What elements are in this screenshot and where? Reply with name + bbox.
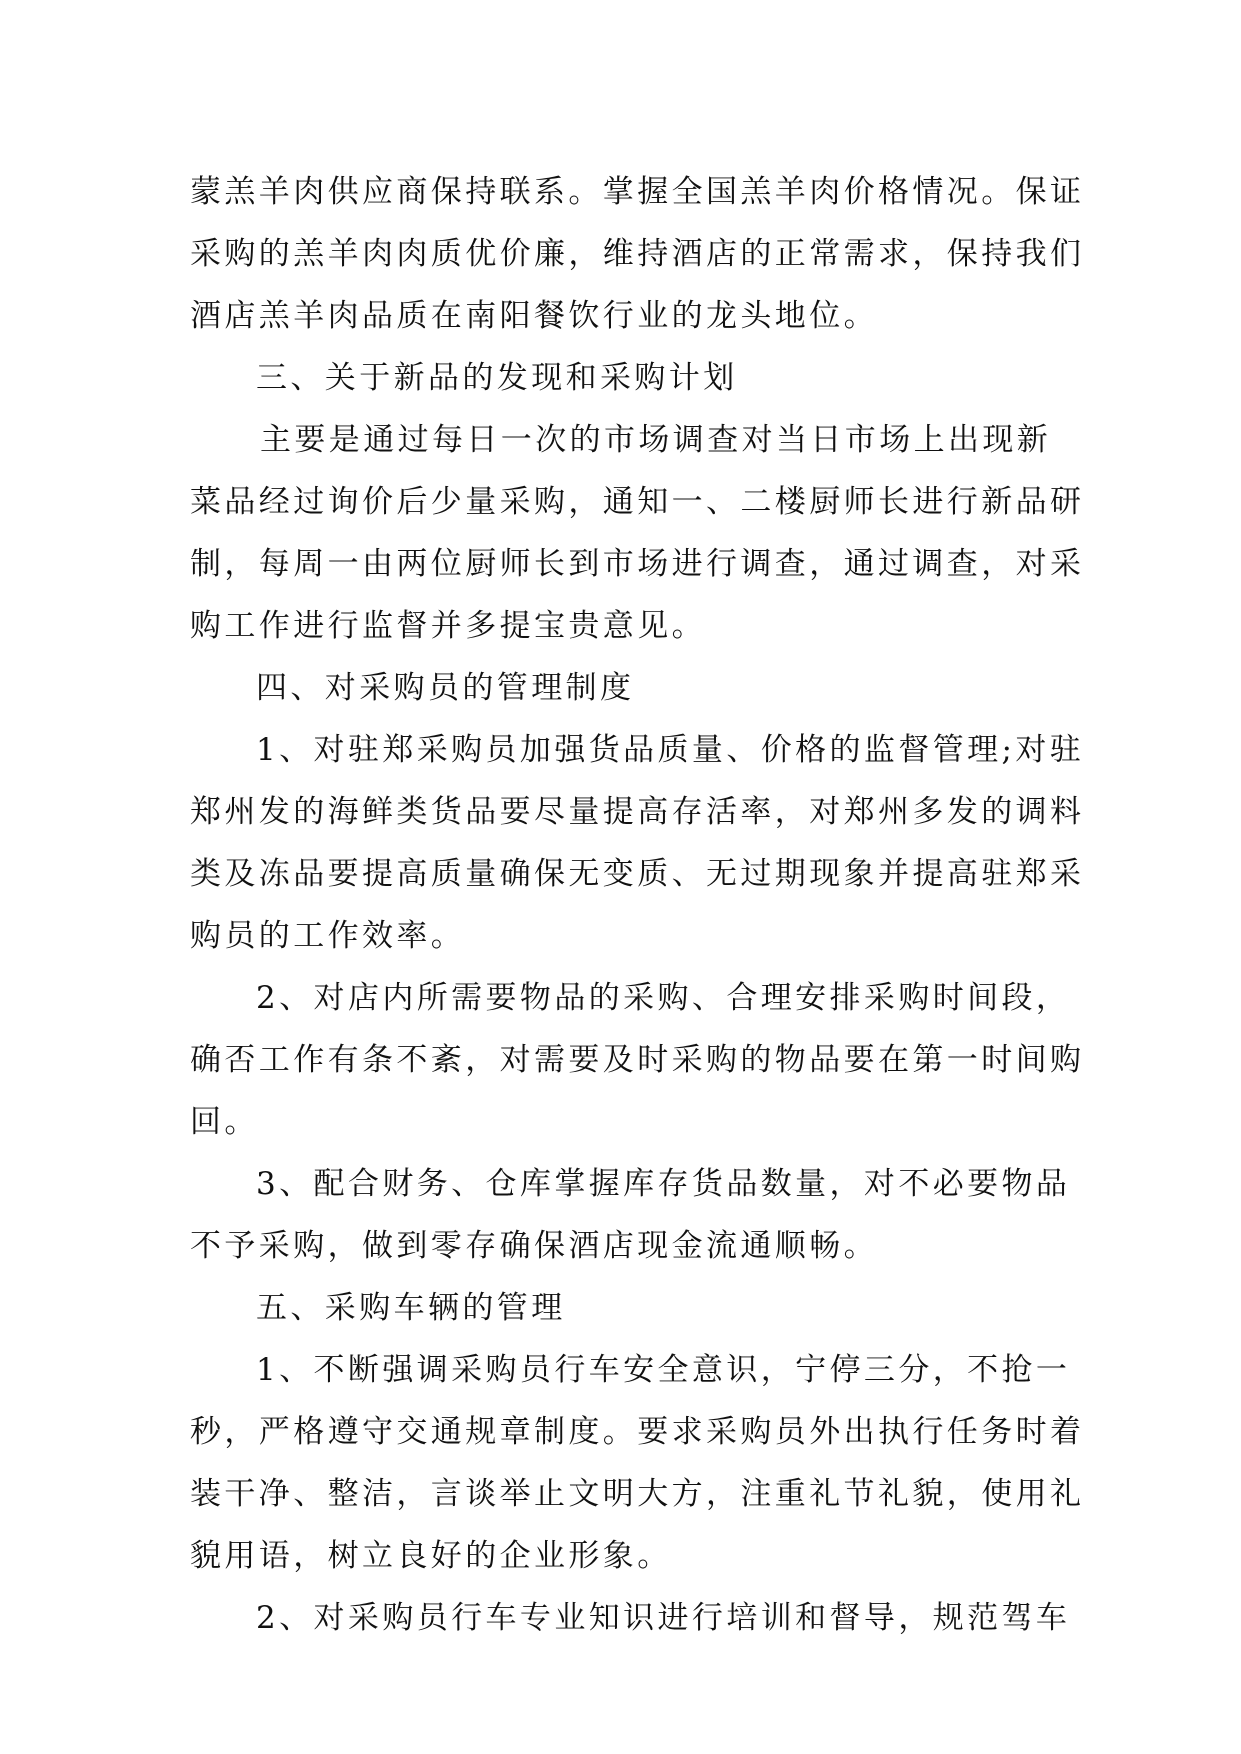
- section-heading: 四、对采购员的管理制度: [256, 670, 635, 706]
- text-line: 貌用语，树立良好的企业形象。: [190, 1538, 672, 1574]
- text-line: 装干净、整洁，言谈举止文明大方，注重礼节礼貌，使用礼: [190, 1476, 1085, 1512]
- text-line: 购员的工作效率。: [190, 918, 466, 954]
- text-line: 不予采购，做到零存确保酒店现金流通顺畅。: [190, 1228, 878, 1264]
- text-line: 类及冻品要提高质量确保无变质、无过期现象并提高驻郑采: [190, 856, 1085, 892]
- text-line: 购工作进行监督并多提宝贵意见。: [190, 608, 706, 644]
- text-line: 1、不断强调采购员行车安全意识，宁停三分，不抢一: [256, 1352, 1071, 1388]
- text-line: 郑州发的海鲜类货品要尽量提高存活率，对郑州多发的调料: [190, 794, 1085, 830]
- text-line: 秒，严格遵守交通规章制度。要求采购员外出执行任务时着: [190, 1414, 1085, 1450]
- text-line: 2、对店内所需要物品的采购、合理安排采购时间段，: [256, 980, 1071, 1016]
- text-line: 3、配合财务、仓库掌握库存货品数量，对不必要物品: [256, 1166, 1071, 1202]
- text-line: 主要是通过每日一次的市场调查对当日市场上出现新: [260, 422, 1052, 458]
- body-text: [190, 161, 1085, 1649]
- text-line: 回。: [190, 1104, 259, 1140]
- text-line: 确否工作有条不紊，对需要及时采购的物品要在第一时间购: [190, 1042, 1085, 1078]
- text-line: 2、对采购员行车专业知识进行培训和督导，规范驾车: [256, 1600, 1071, 1636]
- text-line: 酒店羔羊肉品质在南阳餐饮行业的龙头地位。: [190, 298, 878, 334]
- text-line: 菜品经过询价后少量采购，通知一、二楼厨师长进行新品研: [190, 484, 1085, 520]
- section-heading: 三、关于新品的发现和采购计划: [256, 360, 738, 396]
- text-line: 采购的羔羊肉肉质优价廉，维持酒店的正常需求，保持我们: [190, 236, 1085, 272]
- section-heading: 五、采购车辆的管理: [256, 1290, 566, 1326]
- text-line: 制，每周一由两位厨师长到市场进行调查，通过调查，对采: [190, 546, 1085, 582]
- text-line: 蒙羔羊肉供应商保持联系。掌握全国羔羊肉价格情况。保证: [190, 174, 1085, 210]
- text-line: 1、对驻郑采购员加强货品质量、价格的监督管理;对驻: [256, 732, 1085, 768]
